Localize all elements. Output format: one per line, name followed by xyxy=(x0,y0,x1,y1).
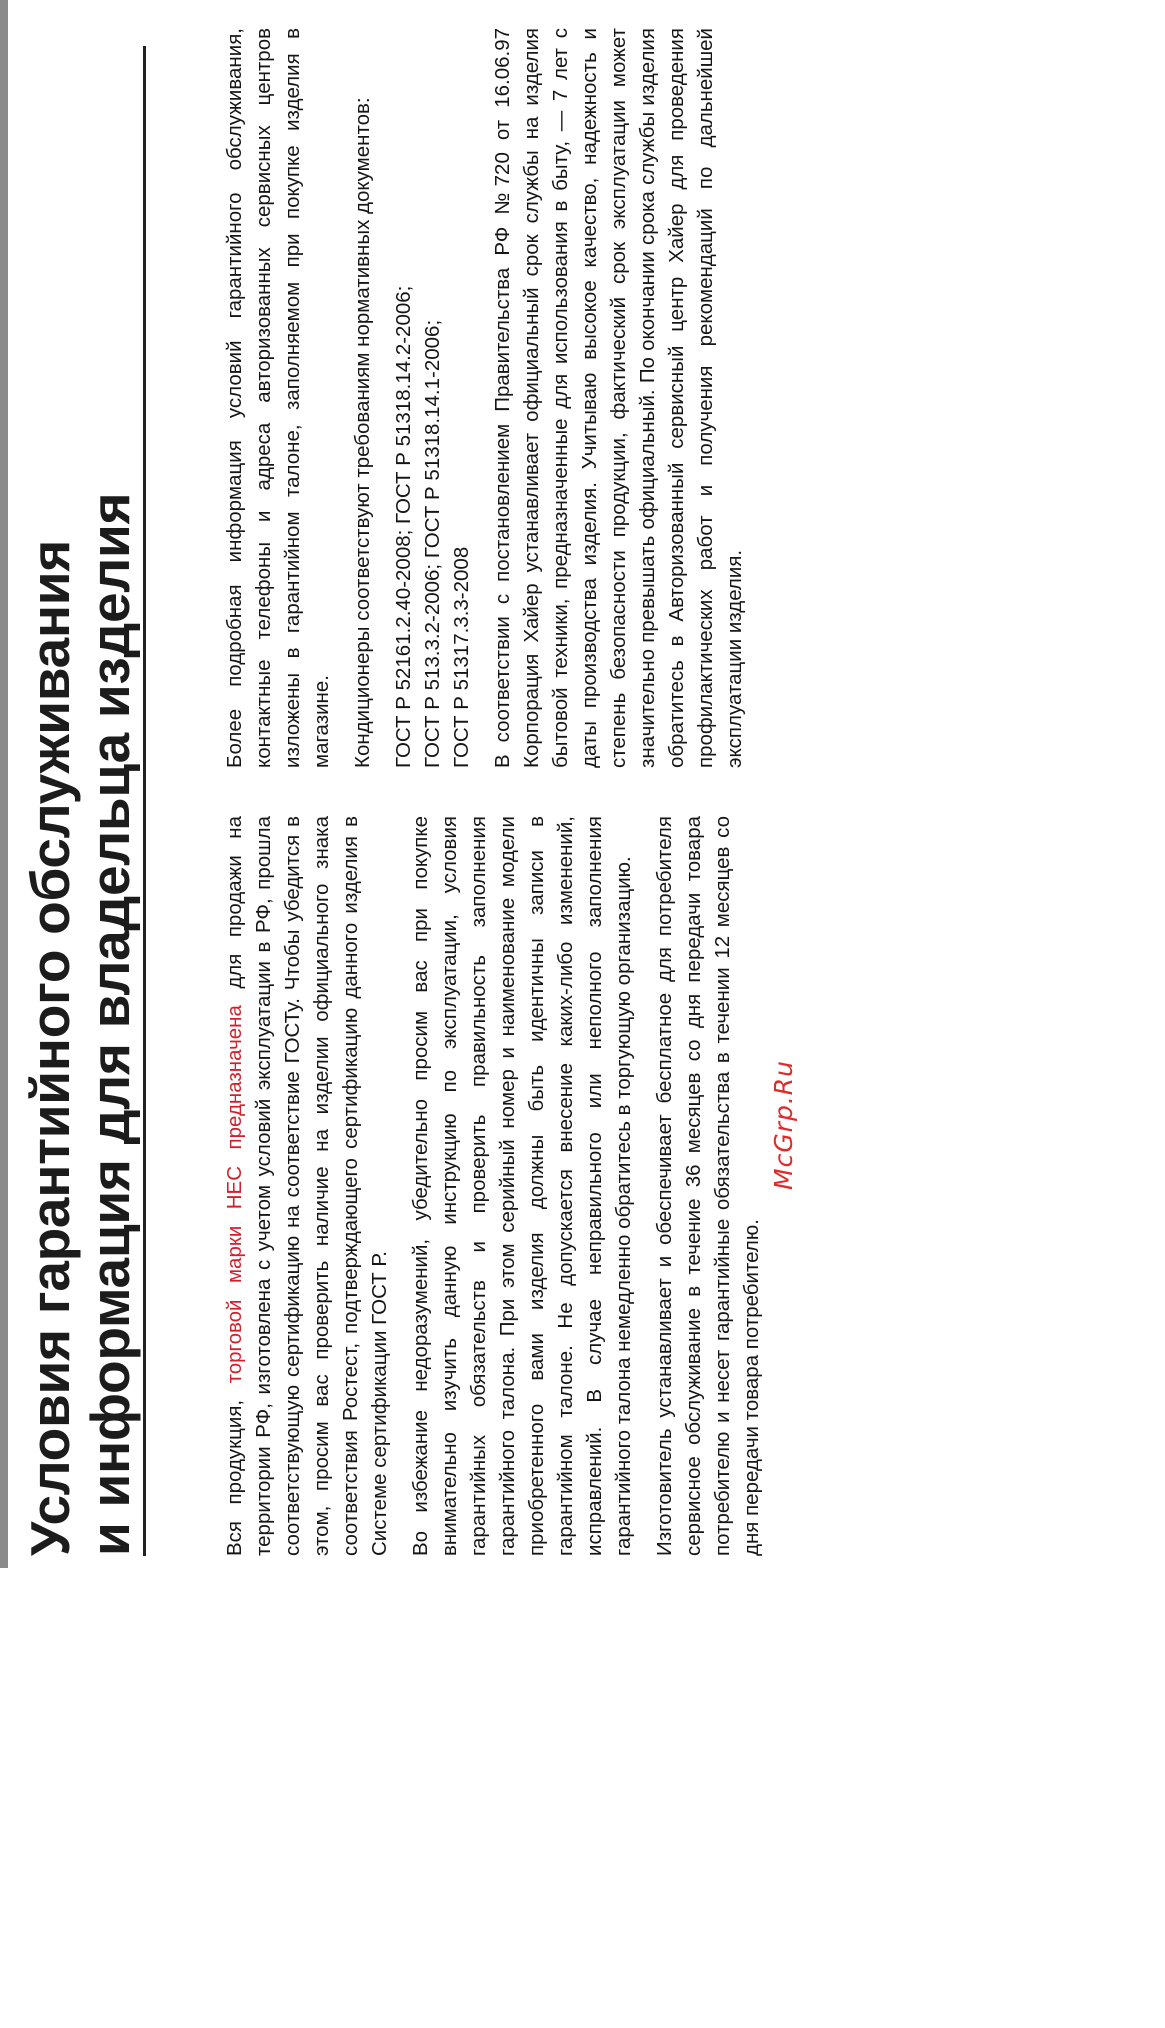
left-paragraph-3: Изготовитель устанавливает и обеспечивает бесплатное для потребителя сервисное обслуживание в течение 36 месяцев со дня передачи товара потребителю и несет гарантийные обязательства в течении 12 месяцев со дня передачи товара потребителю. xyxy=(653,816,763,1556)
brand-highlight: торговой марки HEC предназначена xyxy=(223,1005,246,1384)
right-column xyxy=(220,28,761,768)
gost-list xyxy=(389,28,476,768)
watermark: McGrp.Ru xyxy=(769,1060,798,1190)
left-column xyxy=(220,816,778,1556)
p1-after: для продажи на территории РФ, изготовлена с учетом условий эксплуатации в РФ, прошла соответствующую сертификацию на соответствие ГОСТу. Чтобы убедится в этом, просим вас проверить наличие на изделии официального знака соответствия Ростест, подтверждающего сертификацию данного изделия в Системе сертификации ГОСТ Р. xyxy=(223,815,391,1556)
right-paragraph-4: В соответствии с постановлением Правительства РФ №720 от 16.06.97 Корпорация Хайер устанавливает официальный срок службы на изделия бытовой техники, предназначенные для использования в быту, — 7 лет с даты производства изделия. Учитываю высокое качество, надежность и степень безопасности продукции, фактический срок эксплуатации может значительно превышать официальный. По окончании срока службы изделия обратитесь в Авторизованный сервисный центр Хайер для проведения профилактических работ и получения рекомендаций по дальнейшей эксплуатации изделия. xyxy=(491,28,746,768)
p1-before: Вся продукция, xyxy=(223,1399,246,1556)
title-line-1: Условия гарантийного обслуживания xyxy=(19,539,81,1556)
title-line-2: и информация для владельца изделия xyxy=(79,492,141,1556)
gost-line-1: ГОСТ Р 52161.2.40-2008; ГОСТ Р 51318.14.2-2006; xyxy=(392,285,415,768)
right-paragraph-2: Кондиционеры соответствуют требованиям нормативных документов: xyxy=(351,97,374,768)
gost-line-2: ГОСТ Р 513.3.2-2006; ГОСТ Р 51318.14.1-2006; xyxy=(421,319,444,768)
left-paragraph-2: Во избежание недоразумений, убедительно просим вас при покупке внимательно изучить данную инструкцию по эксплуатации, условия гарантийных обязательств и проверить правильность заполнения гарантийного талона. При этом серийный номер и наименование модели приобретенного вами изделия должны быть идентичны записи в гарантийном талоне. Не допускается внесение каких-либо изменений, исправлений. В случае неправильного или неполного заполнения гарантийного талона немедленно обратитесь в торгующую организацию. xyxy=(409,816,635,1556)
right-paragraph-1: Более подробная информация условий гарантийного обслуживания, контактные телефоны и адреса авторизованных сервисных центров изложены в гарантийном талоне, заполняемом при покупке изделия в магазине. xyxy=(223,28,333,768)
gost-line-3: ГОСТ Р 51317.3.3-2008 xyxy=(450,546,473,768)
left-paragraph-1 xyxy=(220,816,394,1556)
top-gray-bar xyxy=(0,0,8,1568)
page-title xyxy=(20,16,140,1556)
title-divider xyxy=(143,46,146,1556)
